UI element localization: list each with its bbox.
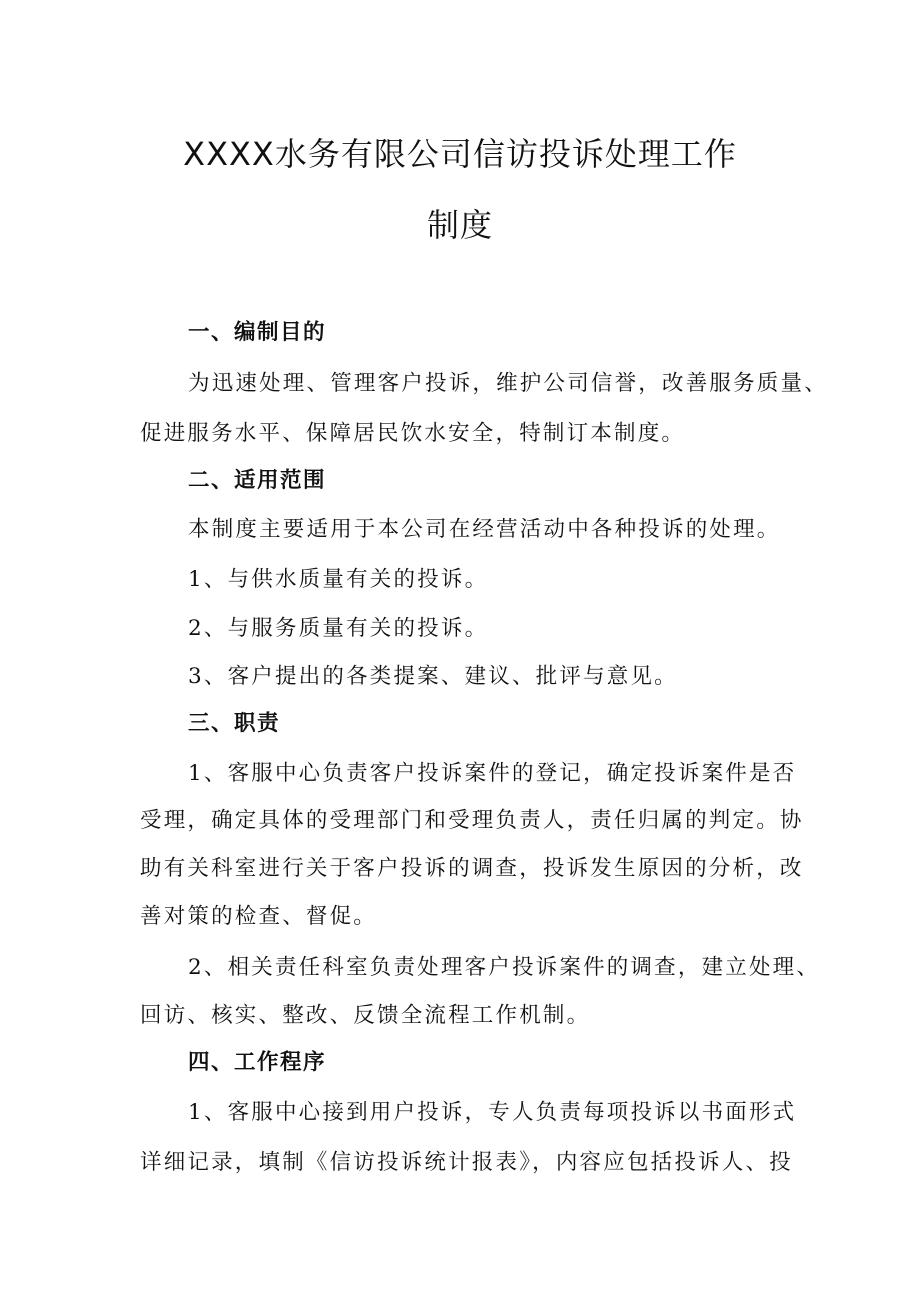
document-title-line-2: 制度 [426,206,493,244]
paragraph-line: 详细记录，填制《信访投诉统计报表》，内容应包括投诉人、投 [140,1150,793,1175]
list-item: 3、客户提出的各类提案、建议、批评与意见。 [188,664,678,689]
section-heading-duties: 三、职责 [188,711,281,736]
section-heading-purpose: 一、编制目的 [188,320,327,345]
paragraph-line: 受理，确定具体的受理部门和受理负责人，责任归属的判定。协 [140,808,804,833]
section-heading-procedure: 四、工作程序 [188,1050,327,1075]
paragraph-line: 助有关科室进行关于客户投诉的调查，投诉发生原因的分析，改 [140,856,804,881]
list-item: 2、与服务质量有关的投诉。 [188,616,489,641]
section-heading-scope: 二、适用范围 [188,468,327,493]
paragraph-line: 回访、核实、整改、反馈全流程工作机制。 [140,1003,591,1028]
paragraph-line: 1、客服中心接到用户投诉，专人负责每项投诉以书面形式 [188,1100,797,1125]
paragraph-line: 1、客服中心负责客户投诉案件的登记，确定投诉案件是否 [188,761,797,786]
paragraph-line: 2、相关责任科室负责处理客户投诉案件的调查，建立处理、 [188,955,821,980]
paragraph-line: 促进服务水平、保障居民饮水安全，特制订本制度。 [140,421,686,446]
paragraph-line: 善对策的检查、督促。 [140,904,378,929]
document-title-line-1: XXXX水务有限公司信访投诉处理工作 [183,135,737,173]
list-item: 1、与供水质量有关的投诉。 [188,567,489,592]
paragraph-line: 本制度主要适用于本公司在经营活动中各种投诉的处理。 [188,517,781,542]
paragraph-line: 为迅速处理、管理客户投诉，维护公司信誉，改善服务质量、 [188,371,828,396]
